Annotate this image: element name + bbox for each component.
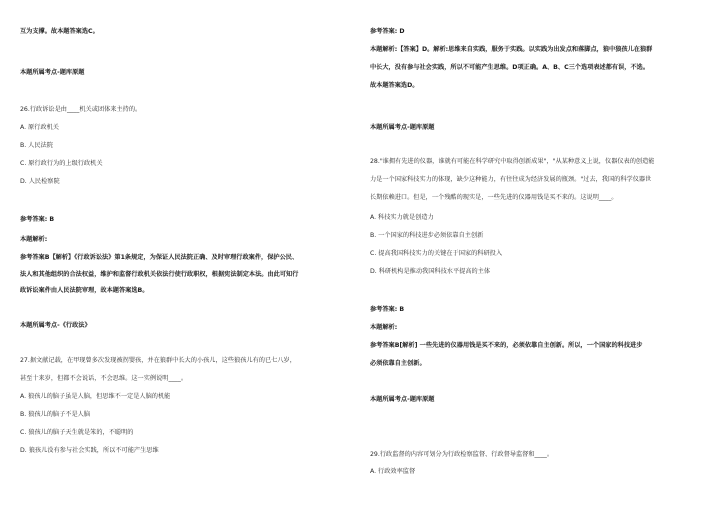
right-text-line: 本题所属考点-题库原题	[370, 124, 435, 131]
left-text-line: 甚至十来岁，但都不会说话，不会思维。这一实例说明____。	[20, 375, 188, 382]
right-text-line: 参考答案B[解析] 一些先进的仪器用钱是买不来的，必须依靠自主创新。所以，一个国家的科技进步	[370, 342, 643, 349]
right-text-line: 参考答案: B	[370, 306, 405, 313]
right-text-line: 力是一个国家科技实力的体现，缺少这种能力，有往往成为经济发展的瓶颈。"过去，我国的科学仪器世	[370, 176, 652, 183]
right-text-line: 本题解析:【答案】D。解析:思维来自实践，服务于实践。以实践为出发点和落脚点，狼中狼孩儿在狼群	[370, 46, 653, 53]
left-text-line: 政诉讼案件由人民法院审理，故本题答案选B。	[20, 287, 149, 294]
right-text-line: B. 一个国家的科技进步必须依靠自主创新	[370, 232, 484, 239]
left-text-line: B. 人民法院	[20, 142, 53, 149]
left-text-line: 27.据文献记载，在甲现曾多次发现被拐婴孩，并在狼群中长大的小孩儿，这些狼孩儿有的已七八岁，	[20, 357, 296, 364]
left-text-line: 参考答案: B	[20, 216, 55, 223]
left-text-line: 本题所属考点-《行政法》	[20, 322, 91, 329]
left-text-line: D. 狼孩儿没有参与社会实践，所以不可能产生思维	[20, 447, 159, 454]
right-text-line: A. 行政效率监督	[370, 468, 416, 475]
left-text-line: 26.行政诉讼是由____机关或团体来主持的。	[20, 106, 142, 113]
right-text-line: C. 提高我国科技实力的关键在于国家的科研投入	[370, 250, 503, 257]
left-text-line: 法人和其他组织的合法权益，维护和监督行政机关依法行使行政职权，根据宪法制定本法。由此可知行	[20, 271, 299, 278]
left-text-line: 互为支撑。故本题答案选C。	[20, 28, 99, 35]
right-text-line: 本题所属考点-题库原题	[370, 396, 435, 403]
left-text-line: C. 原行政行为的上级行政机关	[20, 160, 103, 167]
left-text-line: C. 狼孩儿的脑子天生就是笨的，不聪明的	[20, 429, 134, 436]
right-text-line: 28."谁拥有先进的仪器，谁就有可能在科学研究中取得创新成果"，"从某种意义上说，仪器仪表的创造能	[370, 158, 655, 165]
right-text-line: 故本题答案选D。	[370, 82, 419, 89]
right-text-line: A. 科技实力就是创造力	[370, 214, 434, 221]
left-text-line: 本题解析:	[20, 236, 48, 243]
right-text-line: 本题解析:	[370, 324, 398, 331]
left-text-line: A. 狼孩儿的脑子虽是人脑，但思维不一定是人脑的机能	[20, 393, 171, 400]
left-text-line: 本题所属考点-题库原题	[20, 69, 85, 76]
left-text-line: D. 人民检察院	[20, 178, 60, 185]
right-text-line: 长期依赖进口。但是，一个残酷的现实是，一些先进的仪器用钱是买不来的。这说明____。	[370, 194, 618, 201]
right-text-line: 29.行政监督的内容可划分为行政检察监督、行政督导监督和____。	[370, 451, 554, 458]
right-text-line: 必须依靠自主创新。	[370, 360, 426, 367]
left-text-line: 参考答案B【解析】《行政诉讼法》第1条规定，为保证人民法院正确、及时审理行政案件，保护公民、	[20, 254, 299, 261]
right-text-line: D. 科研机构是推动我国科技水平提高的主体	[370, 268, 491, 275]
left-text-line: B. 狼孩儿的脑子不是人脑	[20, 411, 91, 418]
left-text-line: A. 原行政机关	[20, 124, 59, 131]
right-text-line: 参考答案: D	[370, 28, 405, 35]
right-text-line: 中长大，没有参与社会实践，所以不可能产生思维。D项正确。A、B、C三个选项表述都有误，不选。	[370, 64, 650, 71]
